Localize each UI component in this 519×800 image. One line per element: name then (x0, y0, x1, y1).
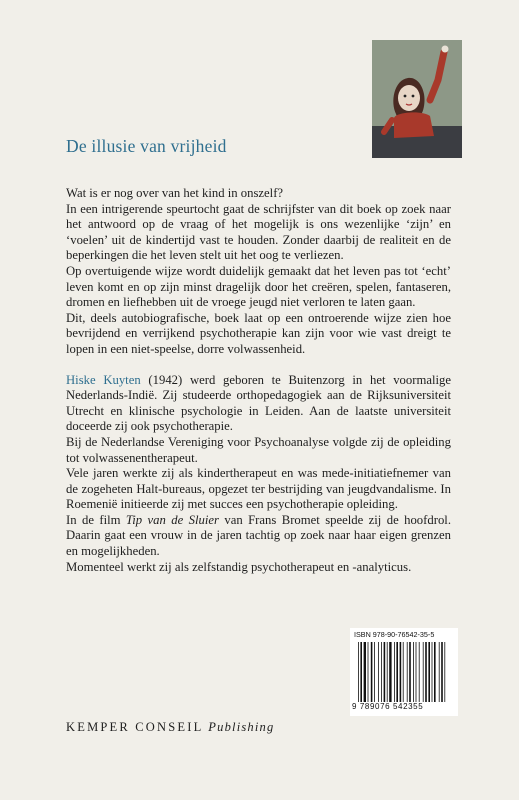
section-gap (66, 358, 451, 373)
barcode-bar (439, 642, 440, 702)
isbn-label: ISBN 978-90-76542-35-5 (354, 630, 435, 639)
barcode-digits: 9 789076 542355 (352, 702, 424, 711)
barcode-bar (428, 642, 430, 702)
film-suffix: van Frans Bromet speelde zij de hoofdrol. Daarin gaat een vrouw in de jaren tachtig op zoek naar haar eigen grenzen en mogelijkheden. (66, 512, 451, 559)
barcode-bar (387, 642, 388, 702)
blurb-paragraph: In een intrigerende speurtocht gaat de schrijfster van dit boek op zoek naar het antwoord op de vraag of het mogelijk is ons wezenlijke ‘zijn’ en ‘voelen’ uit de kindertijd vast te houden. Zonder daarbij de realiteit en de beperkingen die het leven stelt uit het oog te verliezen. (66, 201, 451, 263)
blurb-question: Wat is er nog over van het kind in onszelf? (66, 186, 284, 200)
barcode-bar (409, 642, 411, 702)
barcode-bar (423, 642, 424, 702)
book-title: De illusie van vrijheid (66, 136, 227, 156)
barcode-bar (434, 642, 436, 702)
author-bio-intro (66, 373, 451, 435)
bio-closing: Momenteel werkt zij als zelfstandig psychotherapeut en -analyticus. (66, 559, 412, 574)
cover-illustration (372, 40, 462, 158)
barcode-bar (360, 642, 362, 702)
barcode-bar (384, 642, 386, 702)
barcode-bar (364, 642, 366, 702)
barcode-bar (374, 642, 375, 702)
barcode-bar (413, 642, 414, 702)
barcode-bar (441, 642, 443, 702)
film-title: Tip van de Sluier (125, 512, 219, 527)
author-bio-text: (1942) werd geboren te Buitenzorg in het voormalige Nederlands-Indië. Zij studeerde orthopedagogiek aan de Rijksuniversiteit Utrecht en klinische psychologie in Leiden. Aan de laatste universiteit doceerde zij ook psychotherapie. (66, 372, 451, 434)
barcode-bar (432, 642, 433, 702)
barcode-bar (425, 642, 427, 702)
author-name: Hiske Kuyten (66, 372, 141, 387)
barcode-bar (394, 642, 395, 702)
bio-film-paragraph (66, 513, 451, 560)
barcode-bar (358, 642, 359, 702)
barcode-bar (400, 642, 402, 702)
barcode-bar (444, 642, 445, 702)
barcode-bar (419, 642, 420, 702)
barcode-bar (396, 642, 398, 702)
barcode-bar (403, 642, 404, 702)
back-cover-text (66, 186, 451, 575)
publisher-name: KEMPER CONSEIL (66, 720, 203, 734)
bio-paragraph: Vele jaren werkte zij als kindertherapeut en was mede-initiatiefnemer van de zogeheten Halt-bureaus, opgezet ter bestrijding van jeugdvandalisme. In Roemenië initieerde zij met succes een psychotherapie opleiding. (66, 466, 451, 512)
barcode-bar (378, 642, 379, 702)
barcode-bars (356, 642, 454, 702)
barcode-bar (371, 642, 373, 702)
barcode-bar (389, 642, 391, 702)
publisher-suffix: Publishing (208, 720, 275, 734)
bio-paragraph: Bij de Nederlandse Vereniging voor Psychoanalyse volgde zij de opleiding tot volwassenentherapeut. (66, 434, 451, 465)
barcode-bar (368, 642, 369, 702)
publisher-imprint (66, 720, 274, 735)
blurb-paragraph: Op overtuigende wijze wordt duidelijk gemaakt dat het leven pas tot ‘echt’ leven komt en op zijn minst dragelijk door het creëren, spelen, fantaseren, dromen en liefhebben uit de vroege jeugd niet verloren te laten gaan. (66, 263, 451, 310)
barcode-bar (416, 642, 417, 702)
barcode-bar (381, 642, 382, 702)
barcode-bar (407, 642, 408, 702)
film-prefix: In de film (66, 512, 126, 527)
isbn-barcode (350, 628, 458, 716)
blurb-paragraph: Dit, deels autobiografische, boek laat op een ontroerende wijze zien hoe bevrijdend en verrijkend psychotherapie kan zijn voor wie vast dreigt te lopen in een niet-speelse, dorre volwassenheid. (66, 310, 451, 356)
